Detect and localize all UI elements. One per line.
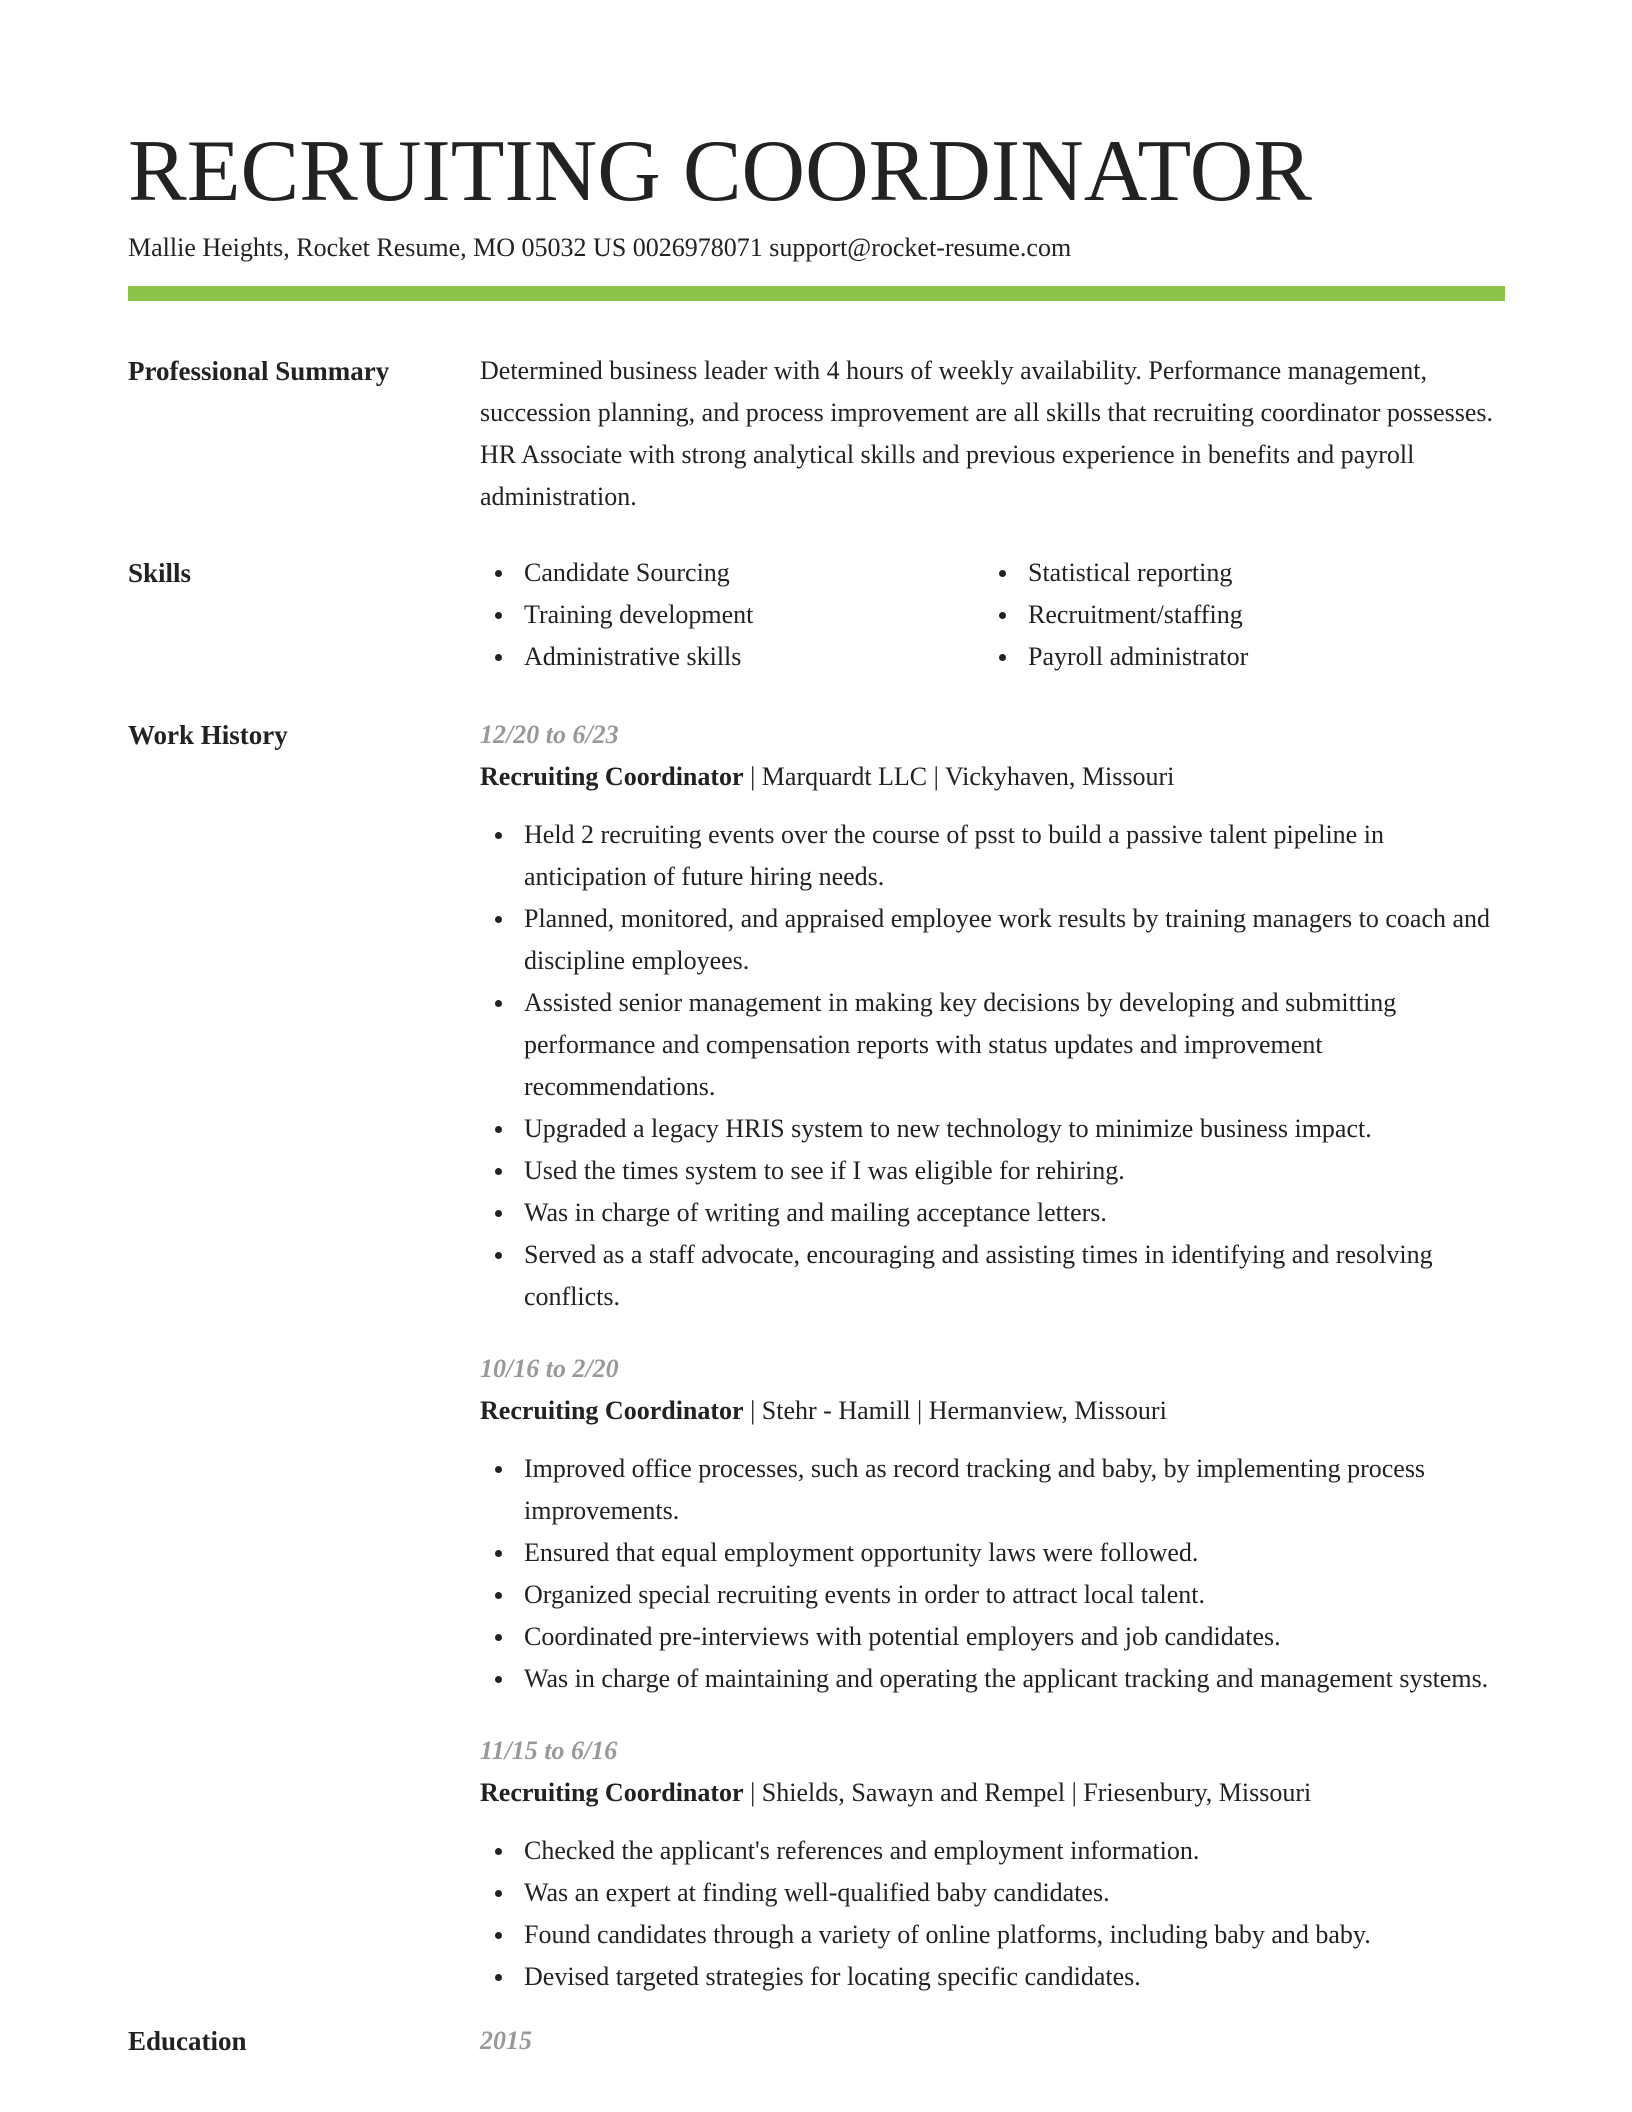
- skills-list-left: [480, 552, 984, 678]
- job-bullet: Was an expert at finding well-qualified baby candidates.: [480, 1872, 1505, 1914]
- job-heading: [480, 756, 1505, 798]
- resume-title: RECRUITING COORDINATOR: [128, 123, 1312, 220]
- job-bullet: Devised targeted strategies for locating specific candidates.: [480, 1956, 1505, 1998]
- bullet-icon: [495, 654, 502, 661]
- job-bullet: Organized special recruiting events in order to attract local talent.: [480, 1574, 1505, 1616]
- job-heading: [480, 1390, 1505, 1432]
- job-heading: [480, 1772, 1505, 1814]
- job-bullets: [480, 814, 1505, 1318]
- job-dates: 10/16 to 2/20: [480, 1354, 619, 1383]
- job-bullets: [480, 1448, 1505, 1700]
- education-year: 2015: [480, 2026, 532, 2055]
- job-bullet: Held 2 recruiting events over the course of psst to build a passive talent pipeline in anticipation of future hiring needs.: [480, 814, 1505, 898]
- job-bullet: Checked the applicant's references and employment information.: [480, 1830, 1505, 1872]
- job-dates: 12/20 to 6/23: [480, 720, 619, 749]
- job-bullet: Was in charge of maintaining and operating the applicant tracking and management systems.: [480, 1658, 1505, 1700]
- resume-content: [128, 350, 1505, 2062]
- bullet-icon: [495, 1466, 502, 1473]
- bullet-icon: [999, 654, 1006, 661]
- bullet-icon: [999, 570, 1006, 577]
- skill-item: Training development: [480, 594, 984, 636]
- education-section: [128, 2020, 1505, 2062]
- bullet-icon: [495, 1168, 502, 1175]
- job-bullet: Planned, monitored, and appraised employee work results by training managers to coach and discipline employees.: [480, 898, 1505, 982]
- job-details: | Marquardt LLC | Vickyhaven, Missouri: [743, 762, 1175, 791]
- bullet-icon: [495, 1974, 502, 1981]
- job-bullet: Ensured that equal employment opportunity laws were followed.: [480, 1532, 1505, 1574]
- job-bullet: Improved office processes, such as record tracking and baby, by implementing process improvements.: [480, 1448, 1505, 1532]
- bullet-icon: [495, 612, 502, 619]
- job-title: Recruiting Coordinator: [480, 762, 744, 791]
- skill-item: Statistical reporting: [984, 552, 1505, 594]
- bullet-icon: [495, 1000, 502, 1007]
- bullet-icon: [495, 1126, 502, 1133]
- job-title: Recruiting Coordinator: [480, 1778, 744, 1807]
- accent-divider: [128, 286, 1505, 301]
- job-bullet: Upgraded a legacy HRIS system to new technology to minimize business impact.: [480, 1108, 1505, 1150]
- job-details: | Shields, Sawayn and Rempel | Friesenbury, Missouri: [743, 1778, 1312, 1807]
- skill-item: Recruitment/staffing: [984, 594, 1505, 636]
- job-entry: [480, 1348, 1505, 1700]
- work-history-section: [128, 714, 1505, 1998]
- summary-text: Determined business leader with 4 hours of weekly availability. Performance management, succession planning, and process improvement are all skills that recruiting coordinator possesses. HR Associate with strong analytical skills and previous experience in benefits and payroll administration.: [480, 356, 1494, 511]
- job-title: Recruiting Coordinator: [480, 1396, 744, 1425]
- bullet-icon: [495, 1634, 502, 1641]
- bullet-icon: [495, 1932, 502, 1939]
- bullet-icon: [495, 570, 502, 577]
- bullet-icon: [495, 1676, 502, 1683]
- skills-section: [128, 552, 1505, 678]
- job-bullets: [480, 1830, 1505, 1998]
- skill-item: Administrative skills: [480, 636, 984, 678]
- job-bullet: Served as a staff advocate, encouraging and assisting times in identifying and resolving conflicts.: [480, 1234, 1505, 1318]
- section-label: Work History: [128, 720, 288, 750]
- section-label: Skills: [128, 558, 192, 588]
- skill-item: Candidate Sourcing: [480, 552, 984, 594]
- bullet-icon: [495, 1210, 502, 1217]
- bullet-icon: [495, 1848, 502, 1855]
- job-bullet: Coordinated pre-interviews with potential employers and job candidates.: [480, 1616, 1505, 1658]
- job-bullet: Was in charge of writing and mailing acceptance letters.: [480, 1192, 1505, 1234]
- bullet-icon: [495, 1592, 502, 1599]
- bullet-icon: [999, 612, 1006, 619]
- job-bullet: Found candidates through a variety of online platforms, including baby and baby.: [480, 1914, 1505, 1956]
- skill-item: Payroll administrator: [984, 636, 1505, 678]
- job-entry: [480, 1730, 1505, 1998]
- job-entry: [480, 714, 1505, 1318]
- section-label: Education: [128, 2026, 247, 2056]
- bullet-icon: [495, 1252, 502, 1259]
- bullet-icon: [495, 916, 502, 923]
- contact-line: Mallie Heights, Rocket Resume, MO 05032 US 0026978071 support@rocket-resume.com: [128, 233, 1072, 262]
- job-bullet: Used the times system to see if I was eligible for rehiring.: [480, 1150, 1505, 1192]
- job-details: | Stehr - Hamill | Hermanview, Missouri: [743, 1396, 1167, 1425]
- section-label: Professional Summary: [128, 356, 390, 386]
- bullet-icon: [495, 832, 502, 839]
- bullet-icon: [495, 1550, 502, 1557]
- professional-summary-section: [128, 350, 1505, 518]
- skills-list-right: [984, 552, 1505, 678]
- job-dates: 11/15 to 6/16: [480, 1736, 618, 1765]
- bullet-icon: [495, 1890, 502, 1897]
- skills-grid: [480, 552, 1505, 678]
- job-bullet: Assisted senior management in making key decisions by developing and submitting performance and compensation reports with status updates and improvement recommendations.: [480, 982, 1505, 1108]
